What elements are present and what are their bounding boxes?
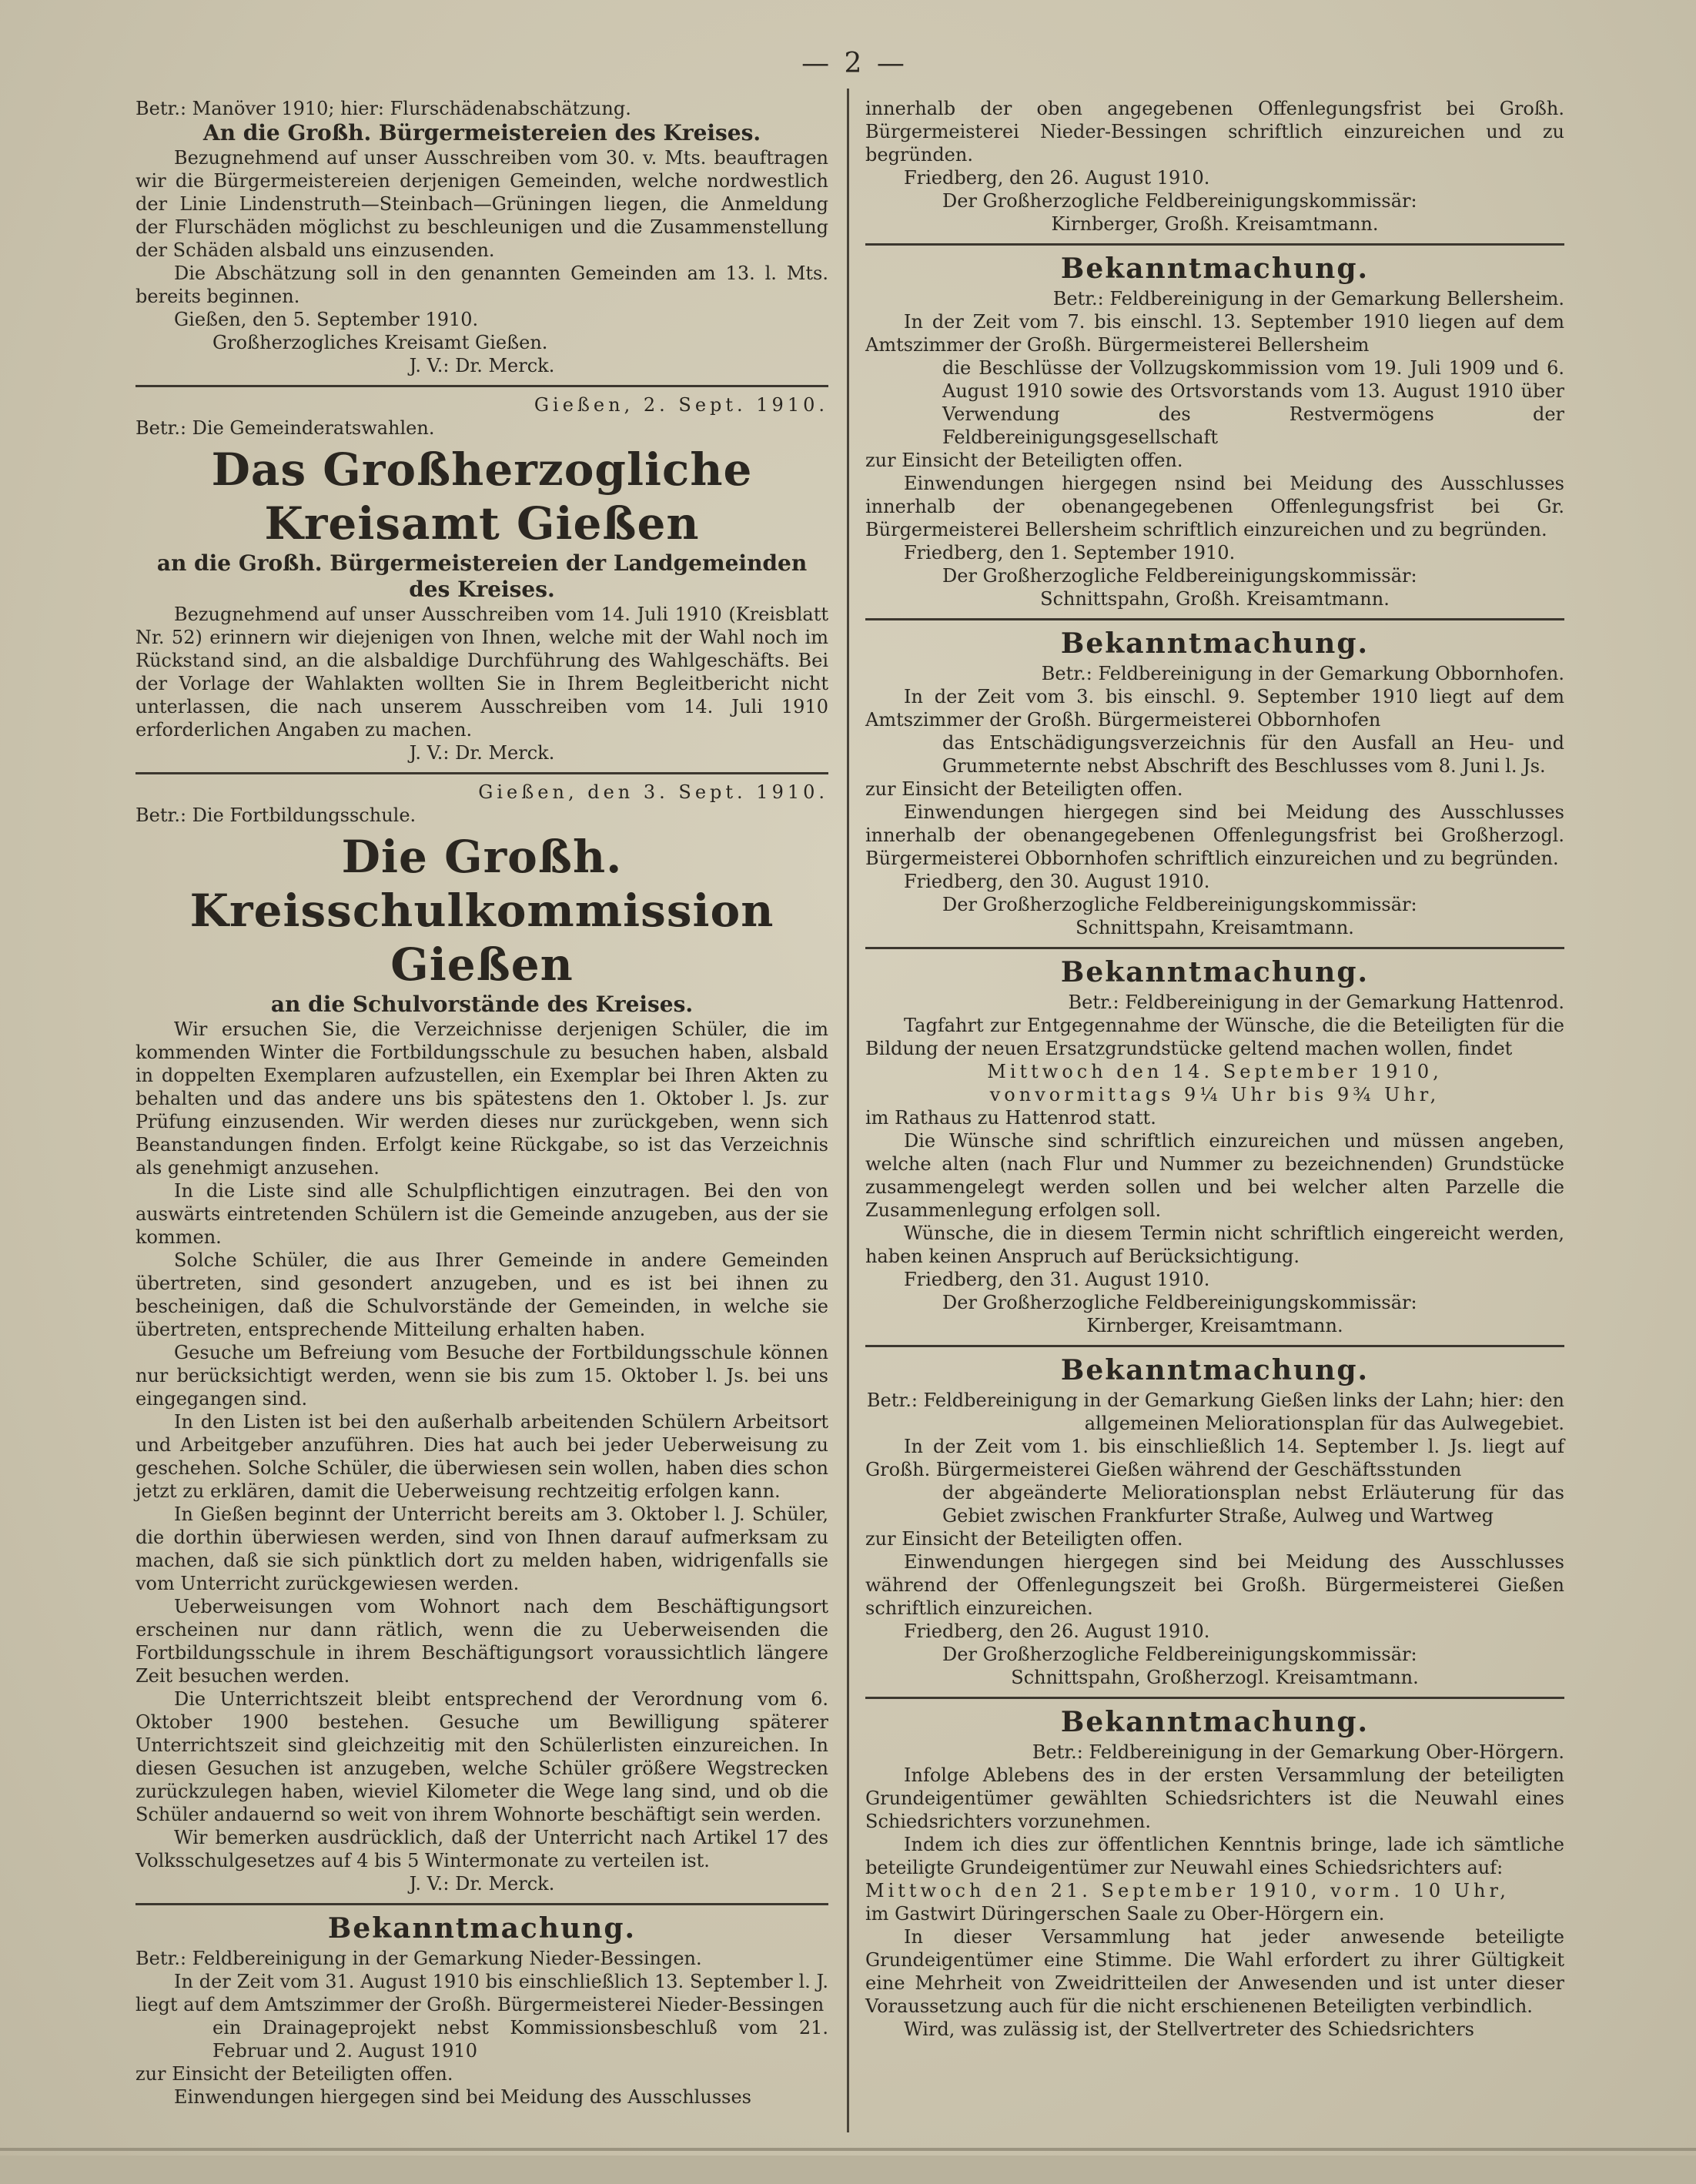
notice-signature: J. V.: Dr. Merck. (409, 1873, 555, 1895)
notice-date: Friedberg, den 26. August 1910. (904, 167, 1210, 189)
notice-paragraph: Die Abschätzung soll in den genannten Gemeinden am 13. l. Mts. bereits beginnen. (135, 263, 828, 307)
column-divider (847, 89, 849, 2132)
notice-paragraph: Wünsche, die in diesem Termin nicht schriftlich eingereicht werden, haben keinen Anspruch auf Berücksichtigung. (865, 1222, 1564, 1267)
notice-heading: Bekanntmachung. (327, 1912, 637, 1945)
notice-paragraph: Einwendungen hiergegen sind bei Meidung des Ausschlusses (174, 2086, 751, 2108)
notice-subheading: an die Großh. Bürgermeistereien der Landgemeinden des Kreises. (156, 550, 808, 602)
notice-paragraph: Bezugnehmend auf unser Ausschreiben vom 30. v. Mts. beauftragen wir die Bürgermeistereien derjenigen Gemeinden, welche nordwestlich der Linie Lindenstruth—Steinbach—Grüningen liegen, die Anmeldung der Flurschäden möglichst zu beschleunigen und die Zusammenstellung der Schäden alsbald uns einzusenden. (135, 147, 828, 261)
section-rule (865, 947, 1564, 949)
notice-signature: Der Großherzogliche Feldbereinigungskommissär: (942, 894, 1417, 915)
section-rule (865, 1345, 1564, 1347)
section-rule (865, 618, 1564, 620)
notice-heading: Bekanntmachung. (1060, 253, 1370, 285)
notice-paragraph: Indem ich dies zur öffentlichen Kenntnis bringe, lade ich sämtliche beteiligte Grundeigentümer zur Neuwahl eines Schiedsrichters auf: (865, 1834, 1564, 1878)
notice-subject: Betr.: Feldbereinigung in der Gemarkung Ober-Hörgern. (1032, 1741, 1564, 1763)
notice-heading: Das Großherzogliche Kreisamt Gießen (211, 443, 753, 550)
notice-date: Gießen, den 5. September 1910. (174, 309, 479, 330)
notice-subject: Betr.: Feldbereinigung in der Gemarkung Nieder-Bessingen. (135, 1948, 702, 1969)
notice-bellersheim (865, 252, 1564, 610)
section-rule (135, 772, 828, 774)
notice-paragraph: In der Zeit vom 31. August 1910 bis einschließlich 13. September l. J. liegt auf dem Amtszimmer der Großh. Bürgermeisterei Nieder-Bessingen (135, 1971, 828, 2015)
notice-paragraph: In dieser Versammlung hat jeder anwesende beteiligte Grundeigentümer eine Stimme. Die Wahl erfordert zu ihrer Gültigkeit eine Mehrheit von Zweidritteilen der Anwesenden und ist unter dieser Voraussetzung auch für die nicht erschienenen Beteiligten verbindlich. (865, 1926, 1564, 2017)
notice-heading: Bekanntmachung. (1060, 956, 1370, 988)
notice-paragraph: Solche Schüler, die aus Ihrer Gemeinde in andere Gemeinden übertreten, sind gesondert anzugeben, und es ist bei ihnen zu bescheinigen, daß die Schulvorstände der Gemeinden, in welche sie übertreten, entsprechende Mitteilung erhalten haben. (135, 1249, 828, 1340)
section-rule (135, 1903, 828, 1905)
notice-paragraph: Wird, was zulässig ist, der Stellvertreter des Schiedsrichters (904, 2018, 1474, 2040)
notice-heading: Bekanntmachung. (1060, 1706, 1370, 1738)
notice-paragraph: Die Unterrichtszeit bleibt entsprechend der Verordnung vom 6. Oktober 1900 bestehen. Gesuche um Bewilligung späterer Unterrichtszeit sind gleichzeitig mit den Schülerlisten einzureichen. In diesen Gesuchen ist anzugeben, welche Schüler größere Wegstrecken zurückzulegen haben, wieviel Kilometer die Wege lang sind, und ob die Schüler andauernd so weit von ihrem Wohnorte beschäftigt sein werden. (135, 1688, 828, 1825)
notice-paragraph: Einwendungen hiergegen sind bei Meidung des Ausschlusses innerhalb der obenangegebenen Offenlegungsfrist bei Großherzogl. Bürgermeisterei Obbornhofen schriftlich einzureichen und zu begründen. (865, 801, 1564, 869)
notice-heading: Bekanntmachung. (1060, 627, 1370, 660)
notice-paragraph: zur Einsicht der Beteiligten offen. (135, 2063, 453, 2085)
notice-manoever (135, 97, 828, 377)
right-column (865, 97, 1564, 2041)
notice-paragraph: Tagfahrt zur Entgegennahme der Wünsche, die die Beteiligten für die Bildung der neuen Ersatzgrundstücke geltend machen wollen, findet (865, 1015, 1564, 1059)
notice-gemeinderatswahlen (135, 393, 828, 764)
notice-date: Friedberg, den 1. September 1910. (904, 542, 1236, 564)
notice-signature: Der Großherzogliche Feldbereinigungskommissär: (942, 565, 1417, 587)
notice-date: Gießen, 2. Sept. 1910. (534, 394, 828, 416)
section-rule (865, 243, 1564, 246)
section-rule (135, 385, 828, 387)
notice-paragraph: In den Listen ist bei den außerhalb arbeitenden Schülern Arbeitsort und Arbeitgeber anzuführen. Dies hat auch bei jeder Ueberweisung zu geschehen. Solche Schüler, die überwiesen sein wollen, haben dies schon jetzt zu erklären, damit die Ueberweisung rechtzeitig erfolgen kann. (135, 1411, 828, 1502)
notice-item: das Entschädigungsverzeichnis für den Ausfall an Heu- und Grummeternte nebst Abschrift des Beschlusses vom 8. Juni l. Js. (942, 732, 1564, 777)
notice-paragraph: In der Zeit vom 1. bis einschließlich 14. September l. Js. liegt auf Großh. Bürgermeisterei Gießen während der Geschäftsstunden (865, 1436, 1564, 1480)
notice-fortbildungsschule (135, 781, 828, 1895)
notice-signature: Kirnberger, Großh. Kreisamtmann. (1051, 213, 1379, 235)
notice-nieder-bessingen (135, 1911, 828, 2109)
notice-paragraph: In Gießen beginnt der Unterricht bereits am 3. Oktober l. J. Schüler, die dorthin überwiesen werden, sind von Ihnen darauf aufmerksam zu machen, daß sie sich pünktlich dort zu melden haben, widrigenfalls sie vom Unterricht zurückgewiesen werden. (135, 1503, 828, 1594)
notice-subject: Betr.: Manöver 1910; hier: Flurschädenabschätzung. (135, 98, 631, 119)
notice-signature: Der Großherzogliche Feldbereinigungskommissär: (942, 1644, 1417, 1665)
notice-signature: Schnittspahn, Großh. Kreisamtmann. (1040, 588, 1390, 610)
notice-paragraph: innerhalb der oben angegebenen Offenlegungsfrist bei Großh. Bürgermeisterei Nieder-Bessingen schriftlich einzureichen und zu begründen. (865, 98, 1564, 166)
notice-paragraph: zur Einsicht der Beteiligten offen. (865, 778, 1183, 800)
notice-paragraph: In die Liste sind alle Schulpflichtigen einzutragen. Bei den von auswärts eintretenden Schülern ist die Gemeinde anzugeben, aus der sie kommen. (135, 1180, 828, 1248)
notice-paragraph: In der Zeit vom 7. bis einschl. 13. September 1910 liegen auf dem Amtszimmer der Großh. Bürgermeisterei Bellersheim (865, 311, 1564, 356)
notice-place: im Rathaus zu Hattenrod statt. (865, 1107, 1156, 1129)
notice-paragraph: In der Zeit vom 3. bis einschl. 9. September 1910 liegt auf dem Amtszimmer der Großh. Bürgermeisterei Obbornhofen (865, 686, 1564, 731)
notice-subject: Betr.: Feldbereinigung in der Gemarkung Gießen links der Lahn; hier: den allgemeinen Meliorationsplan für das Aulwegebiet. (866, 1390, 1564, 1434)
notice-item: die Beschlüsse der Vollzugskommission vom 19. Juli 1909 und 6. August 1910 sowie des Ortsvorstands vom 13. August 1910 über Verwendung des Restvermögens der Feldbereinigungsgesellschaft (942, 357, 1564, 448)
notice-ober-hoergern (865, 1705, 1564, 2041)
notice-paragraph: Gesuche um Befreiung vom Besuche der Fortbildungsschule können nur berücksichtigt werden, wenn sie bis zum 15. Oktober l. Js. bei uns eingegangen sind. (135, 1342, 828, 1410)
notice-date: Friedberg, den 26. August 1910. (904, 1620, 1210, 1642)
notice-paragraph: Ueberweisungen vom Wohnort nach dem Beschäftigungsort erscheinen nur dann rätlich, wenn die zu Ueberweisenden die Fortbildungsschule in ihrem Beschäftigungsort voraussichtlich längere Zeit besuchen werden. (135, 1596, 828, 1687)
notice-time: Mittwoch den 21. September 1910, vorm. 10 Uhr, (865, 1880, 1510, 1901)
notice-time: vonvormittags 9¼ Uhr bis 9¾ Uhr, (989, 1084, 1440, 1105)
notice-paragraph: Einwendungen hiergegen sind bei Meidung des Ausschlusses während der Offenlegungszeit bei Großh. Bürgermeisterei Gießen schriftlich einzureichen. (865, 1551, 1564, 1619)
notice-time: Mittwoch den 14. September 1910, (987, 1061, 1443, 1082)
notice-paragraph: Wir ersuchen Sie, die Verzeichnisse derjenigen Schüler, die im kommenden Winter die Fortbildungsschule zu besuchen haben, alsbald in doppelten Exemplaren aufzustellen, ein Exemplar bei Ihren Akten zu behalten und das andere uns bis spätestens den 1. Oktober l. Js. zur Prüfung einzusenden. Wir werden dieses nur zurückgeben, wenn sich Beanstandungen finden. Erfolgt keine Rückgabe, so ist das Verzeichnis als genehmigt anzusehen. (135, 1018, 828, 1179)
page-number: — 2 — (801, 48, 908, 79)
left-column (135, 97, 828, 2109)
notice-place: im Gastwirt Düringerschen Saale zu Ober-Hörgern ein. (865, 1903, 1385, 1925)
notice-item: ein Drainageprojekt nebst Kommissionsbeschluß vom 21. Februar und 2. August 1910 (212, 2017, 828, 2062)
notice-signature: J. V.: Dr. Merck. (409, 742, 555, 764)
page-bottom-edge (0, 2156, 1696, 2184)
notice-subheading: an die Schulvorstände des Kreises. (270, 992, 694, 1017)
notice-paragraph: zur Einsicht der Beteiligten offen. (865, 1528, 1183, 1550)
notice-paragraph: Bezugnehmend auf unser Ausschreiben vom 14. Juli 1910 (Kreisblatt Nr. 52) erinnern wir diejenigen von Ihnen, welche mit der Wahl noch im Rückstand sind, an die alsbaldige Durchführung des Wahlgeschäfts. Bei der Vorlage der Wahlakten wollten Sie in Ihrem Begleitbericht nicht unterlassen, die nach unserem Ausschreiben vom 14. Juli 1910 erforderlichen Angaben zu machen. (135, 604, 828, 741)
notice-signature: Der Großherzogliche Feldbereinigungskommissär: (942, 1292, 1417, 1313)
notice-subject: Betr.: Feldbereinigung in der Gemarkung Obbornhofen. (1041, 663, 1564, 684)
notice-subject: Betr.: Die Gemeinderatswahlen. (135, 417, 435, 439)
notice-subject: Betr.: Die Fortbildungsschule. (135, 804, 416, 826)
notice-hattenrod (865, 955, 1564, 1337)
notice-giessen-lahn (865, 1353, 1564, 1689)
notice-subject: Betr.: Feldbereinigung in der Gemarkung Bellersheim. (1052, 288, 1564, 309)
notice-paragraph: Infolge Ablebens des in der ersten Versammlung der beteiligten Grundeigentümer gewählten Schiedsrichters ist die Neuwahl eines Schiedsrichters vorzunehmen. (865, 1764, 1564, 1832)
notice-heading: Bekanntmachung. (1060, 1354, 1370, 1386)
notice-signature: J. V.: Dr. Merck. (409, 355, 555, 376)
notice-date: Gießen, den 3. Sept. 1910. (478, 781, 828, 803)
notice-subject: Betr.: Feldbereinigung in der Gemarkung Hattenrod. (1068, 992, 1564, 1013)
notice-signature: Schnittspahn, Großherzogl. Kreisamtmann. (1011, 1667, 1419, 1688)
notice-signature: Großherzogliches Kreisamt Gießen. (212, 332, 548, 353)
notice-signature: Der Großherzogliche Feldbereinigungskommissär: (942, 190, 1417, 212)
notice-nieder-bessingen-continued (865, 97, 1564, 236)
notice-date: Friedberg, den 31. August 1910. (904, 1269, 1210, 1290)
notice-paragraph: Einwendungen hiergegen nsind bei Meidung des Ausschlusses innerhalb der obenangegebenen Offenlegungsfrist bei Gr. Bürgermeisterei Bellersheim schriftlich einzureichen und zu begründen. (865, 473, 1564, 540)
section-rule (865, 1697, 1564, 1699)
notice-paragraph: zur Einsicht der Beteiligten offen. (865, 450, 1183, 471)
notice-paragraph: Wir bemerken ausdrücklich, daß der Unterricht nach Artikel 17 des Volksschulgesetzes auf 4 bis 5 Wintermonate zu verteilen ist. (135, 1827, 828, 1871)
notice-heading: An die Großh. Bürgermeistereien des Kreises. (202, 120, 761, 145)
notice-paragraph: Die Wünsche sind schriftlich einzureichen und müssen angeben, welche alten (nach Flur und Nummer zu bezeichnenden) Grundstücke zusammengelegt werden sollen und bei welcher alten Parzelle die Zusammenlegung erfolgen soll. (865, 1130, 1564, 1221)
notice-signature: Kirnberger, Kreisamtmann. (1086, 1315, 1343, 1336)
notice-obbornhofen (865, 627, 1564, 939)
notice-heading: Die Großh. Kreisschulkommission Gießen (189, 831, 774, 991)
notice-date: Friedberg, den 30. August 1910. (904, 871, 1210, 892)
notice-signature: Schnittspahn, Kreisamtmann. (1075, 917, 1354, 938)
notice-item: der abgeänderte Meliorationsplan nebst Erläuterung für das Gebiet zwischen Frankfurter Straße, Aulweg und Wartweg (942, 1482, 1564, 1527)
page-bottom-rule (0, 2148, 1696, 2151)
